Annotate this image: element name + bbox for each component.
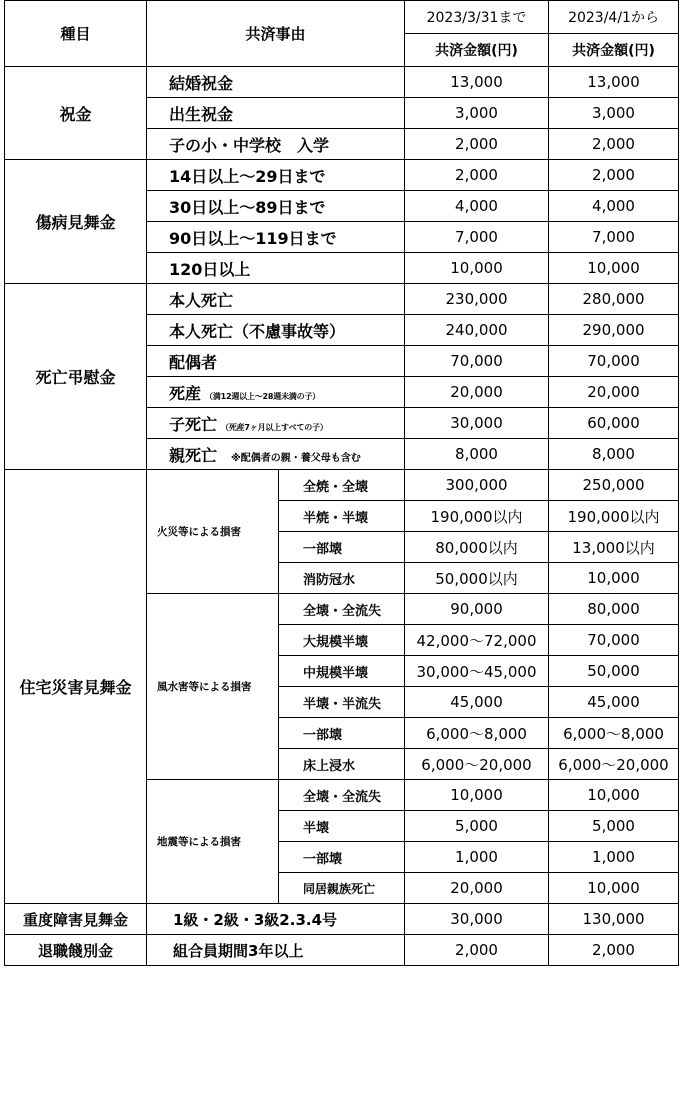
table-row	[5, 160, 679, 191]
old-amount: 3,000	[405, 98, 549, 129]
reason-note: ※配偶者の親・養父母も含む	[231, 452, 361, 464]
reason-cell: 床上浸水	[279, 749, 405, 780]
reason-cell: 本人死亡（不慮事故等）	[147, 315, 405, 346]
category-retirement: 退職餞別金	[5, 935, 147, 966]
new-amount: 2,000	[549, 935, 679, 966]
category-celebration: 祝金	[5, 67, 147, 160]
reason-cell: 半壊・半流失	[279, 687, 405, 718]
new-amount: 4,000	[549, 191, 679, 222]
new-amount: 1,000	[549, 842, 679, 873]
header-reason: 共済事由	[147, 1, 405, 67]
reason-cell: 120日以上	[147, 253, 405, 284]
reason-cell	[147, 439, 405, 470]
header-new-period: 2023/4/1から	[549, 1, 679, 34]
reason-cell: 全壊・全流失	[279, 780, 405, 811]
old-amount: 20,000	[405, 377, 549, 408]
new-amount: 13,000以内	[549, 532, 679, 563]
new-amount: 280,000	[549, 284, 679, 315]
new-amount: 7,000	[549, 222, 679, 253]
reason-text: 死産	[169, 383, 202, 403]
new-amount: 50,000	[549, 656, 679, 687]
new-amount: 3,000	[549, 98, 679, 129]
reason-cell: 30日以上～89日まで	[147, 191, 405, 222]
old-amount: 10,000	[405, 780, 549, 811]
old-amount: 30,000～45,000	[405, 656, 549, 687]
old-amount: 70,000	[405, 346, 549, 377]
old-amount: 80,000以内	[405, 532, 549, 563]
reason-cell: 結婚祝金	[147, 67, 405, 98]
reason-text: 子死亡	[169, 414, 218, 434]
new-amount: 20,000	[549, 377, 679, 408]
old-amount: 230,000	[405, 284, 549, 315]
category-disability: 重度障害見舞金	[5, 904, 147, 935]
old-amount: 30,000	[405, 904, 549, 935]
old-amount: 6,000～20,000	[405, 749, 549, 780]
new-amount: 10,000	[549, 780, 679, 811]
reason-text: 親死亡	[169, 445, 218, 465]
new-amount: 10,000	[549, 253, 679, 284]
old-amount: 2,000	[405, 935, 549, 966]
header-category: 種目	[5, 1, 147, 67]
table-row	[5, 935, 679, 966]
reason-cell: 消防冠水	[279, 563, 405, 594]
reason-cell: 大規模半壊	[279, 625, 405, 656]
new-amount: 6,000～8,000	[549, 718, 679, 749]
table-row	[5, 470, 679, 501]
old-amount: 10,000	[405, 253, 549, 284]
old-amount: 2,000	[405, 160, 549, 191]
new-amount: 6,000～20,000	[549, 749, 679, 780]
old-amount: 30,000	[405, 408, 549, 439]
new-amount: 70,000	[549, 346, 679, 377]
new-amount: 8,000	[549, 439, 679, 470]
new-amount: 2,000	[549, 129, 679, 160]
new-amount: 2,000	[549, 160, 679, 191]
reason-cell: 本人死亡	[147, 284, 405, 315]
reason-cell: 子の小・中学校 入学	[147, 129, 405, 160]
category-sickness: 傷病見舞金	[5, 160, 147, 284]
subcategory-storm: 風水害等による損害	[147, 594, 279, 780]
new-amount: 250,000	[549, 470, 679, 501]
old-amount: 240,000	[405, 315, 549, 346]
old-amount: 4,000	[405, 191, 549, 222]
category-death: 死亡弔慰金	[5, 284, 147, 470]
subcategory-earthquake: 地震等による損害	[147, 780, 279, 904]
old-amount: 5,000	[405, 811, 549, 842]
reason-cell: 一部壊	[279, 532, 405, 563]
reason-cell: 半焼・半壊	[279, 501, 405, 532]
header-old-period: 2023/3/31まで	[405, 1, 549, 34]
new-amount: 70,000	[549, 625, 679, 656]
table-row	[5, 67, 679, 98]
reason-cell: 一部壊	[279, 842, 405, 873]
old-amount: 45,000	[405, 687, 549, 718]
old-amount: 13,000	[405, 67, 549, 98]
old-amount: 6,000～8,000	[405, 718, 549, 749]
reason-note: （満12週以上～28週未満の子）	[205, 391, 321, 401]
reason-cell: 組合員期間3年以上	[147, 935, 405, 966]
old-amount: 8,000	[405, 439, 549, 470]
new-amount: 5,000	[549, 811, 679, 842]
new-amount: 45,000	[549, 687, 679, 718]
new-amount: 290,000	[549, 315, 679, 346]
reason-cell: 90日以上～119日まで	[147, 222, 405, 253]
new-amount: 130,000	[549, 904, 679, 935]
subcategory-fire: 火災等による損害	[147, 470, 279, 594]
reason-cell: 1級・2級・3級2.3.4号	[147, 904, 405, 935]
category-housing: 住宅災害見舞金	[5, 470, 147, 904]
new-amount: 10,000	[549, 563, 679, 594]
header-new-unit: 共済金額(円)	[549, 34, 679, 67]
table-row	[5, 284, 679, 315]
new-amount: 190,000以内	[549, 501, 679, 532]
old-amount: 190,000以内	[405, 501, 549, 532]
header-old-unit: 共済金額(円)	[405, 34, 549, 67]
table-row	[5, 904, 679, 935]
reason-cell: 一部壊	[279, 718, 405, 749]
new-amount: 80,000	[549, 594, 679, 625]
new-amount: 10,000	[549, 873, 679, 904]
header-row-1	[5, 1, 679, 34]
reason-cell: 出生祝金	[147, 98, 405, 129]
old-amount: 50,000以内	[405, 563, 549, 594]
old-amount: 2,000	[405, 129, 549, 160]
reason-cell	[147, 377, 405, 408]
reason-cell: 14日以上～29日まで	[147, 160, 405, 191]
reason-cell: 全焼・全壊	[279, 470, 405, 501]
benefit-table	[4, 0, 679, 966]
reason-cell: 同居親族死亡	[279, 873, 405, 904]
reason-cell	[147, 408, 405, 439]
reason-cell: 半壊	[279, 811, 405, 842]
old-amount: 20,000	[405, 873, 549, 904]
reason-note: （死産7ヶ月以上すべての子）	[221, 422, 328, 432]
old-amount: 90,000	[405, 594, 549, 625]
new-amount: 13,000	[549, 67, 679, 98]
old-amount: 7,000	[405, 222, 549, 253]
old-amount: 300,000	[405, 470, 549, 501]
old-amount: 1,000	[405, 842, 549, 873]
reason-cell: 配偶者	[147, 346, 405, 377]
new-amount: 60,000	[549, 408, 679, 439]
old-amount: 42,000～72,000	[405, 625, 549, 656]
reason-cell: 全壊・全流失	[279, 594, 405, 625]
reason-cell: 中規模半壊	[279, 656, 405, 687]
